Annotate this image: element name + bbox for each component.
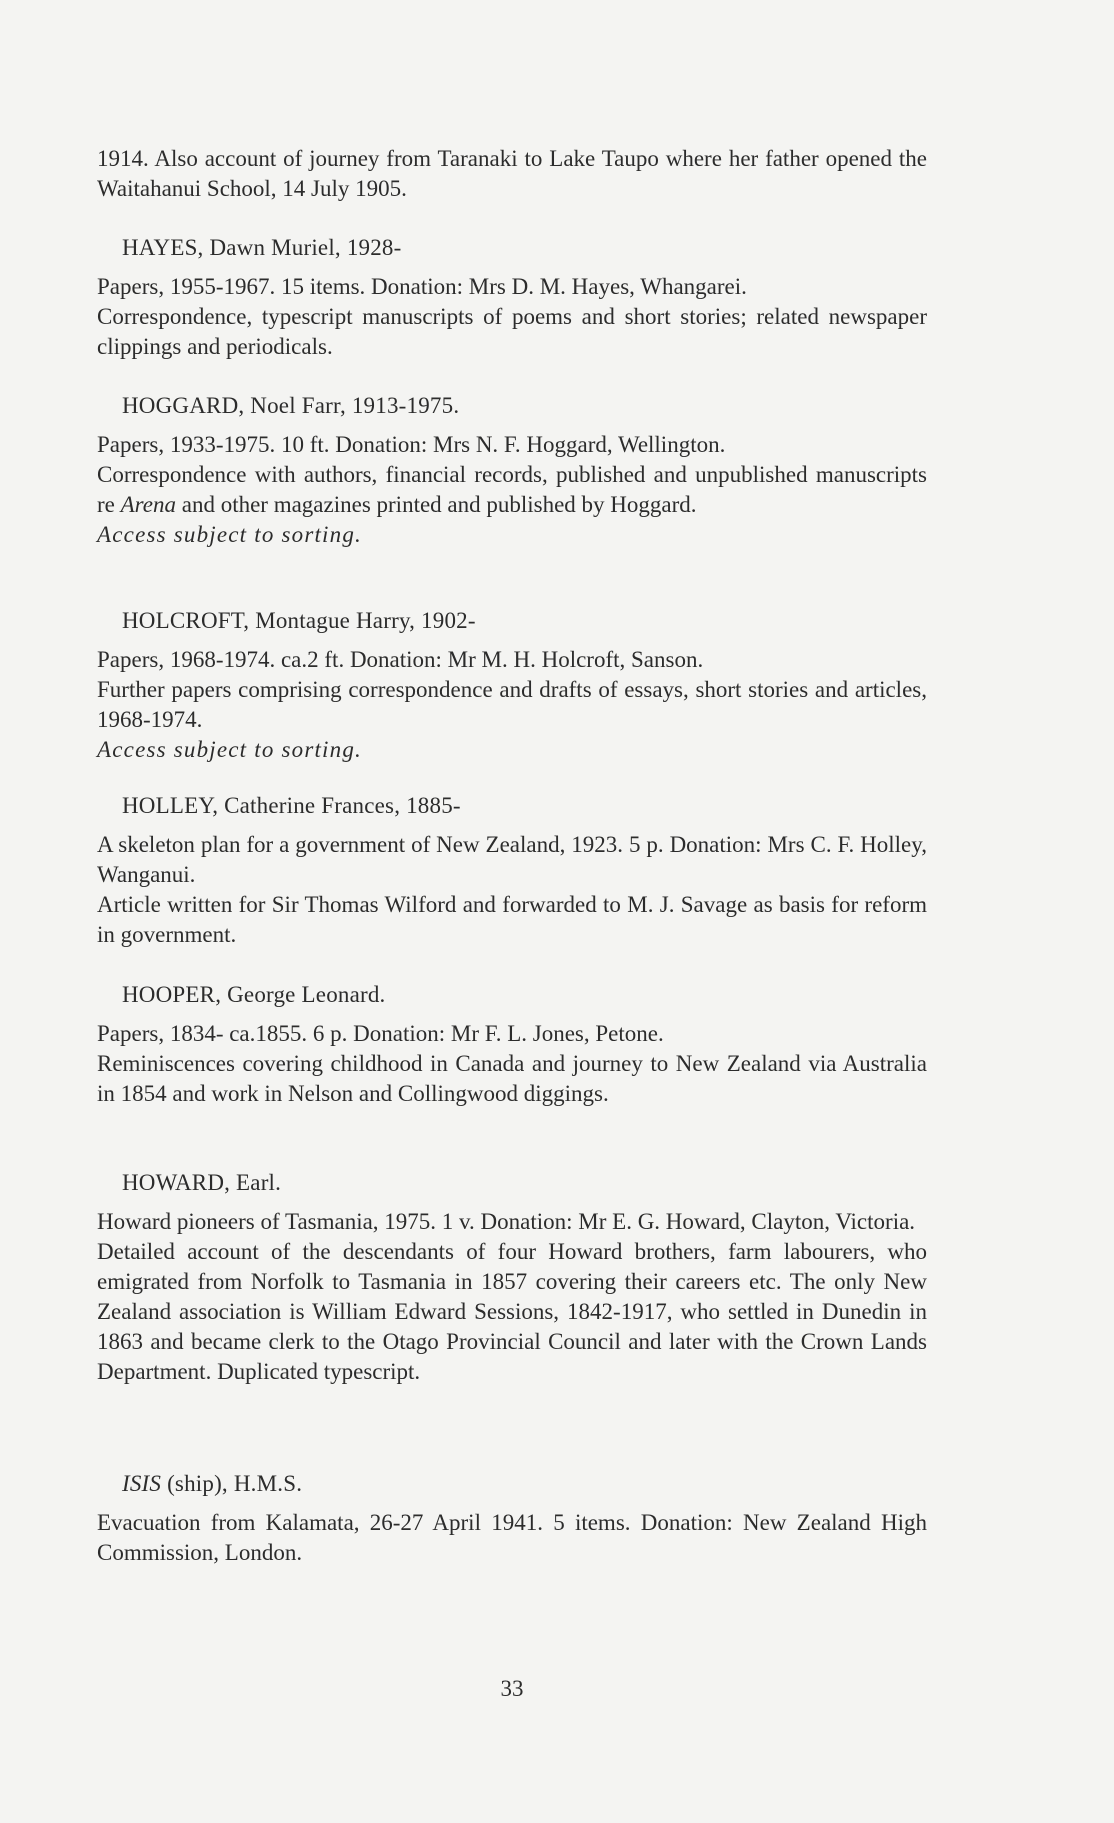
entry-hayes (97, 233, 927, 362)
access-note: Access subject to sorting. (97, 522, 362, 547)
entry-paragraph: A skeleton plan for a government of New Zealand, 1923. 5 p. Donation: Mrs C. F. Holley, Wanganui. (97, 832, 927, 887)
entry-heading: HOLLEY, Catherine Frances, 1885- (122, 793, 461, 818)
entry-heading-rest: (ship), H.M.S. (167, 1471, 303, 1496)
entry-holcroft (97, 606, 927, 765)
entry-holley (97, 791, 927, 950)
periodical-title: Arena (120, 492, 176, 517)
entry-paragraph: Evacuation from Kalamata, 26-27 April 1941. 5 items. Donation: New Zealand High Commission, London. (97, 1510, 927, 1565)
entry-paragraph: Papers, 1968-1974. ca.2 ft. Donation: Mr M. H. Holcroft, Sanson. (97, 647, 704, 672)
entry-heading: HAYES, Dawn Muriel, 1928- (122, 235, 402, 260)
entry-paragraph: Further papers comprising correspondence and drafts of essays, short stories and articles, 1968-1974. (97, 677, 927, 732)
entry-paragraph-text: Correspondence with authors, financial records, published and unpublished manuscripts re (97, 462, 927, 517)
ship-name: ISIS (122, 1471, 162, 1496)
entry-heading (97, 1469, 927, 1499)
entry-heading: HOWARD, Earl. (122, 1170, 282, 1195)
entry-paragraph: Article written for Sir Thomas Wilford and forwarded to M. J. Savage as basis for reform in government. (97, 892, 927, 947)
entry-isis (97, 1469, 927, 1568)
entry-hoggard (97, 391, 927, 550)
continuation-paragraph: 1914. Also account of journey from Taranaki to Lake Taupo where her father opened the Waitahanui School, 14 July 1905. (97, 146, 927, 201)
entry-hooper (97, 980, 927, 1109)
entry-paragraph: Papers, 1834- ca.1855. 6 p. Donation: Mr F. L. Jones, Petone. (97, 1021, 664, 1046)
entry-heading: HOOPER, George Leonard. (122, 982, 386, 1007)
entry-paragraph: Detailed account of the descendants of four Howard brothers, farm labourers, who emigrated from Norfolk to Tasmania in 1857 covering their careers etc. The only New Zealand association is William Edward Sessions, 1842-1917, who settled in Dunedin in 1863 and became clerk to the Otago Provincial Council and later with the Crown Lands Department. Duplicated typescript. (97, 1239, 927, 1384)
entry-paragraph: Papers, 1955-1967. 15 items. Donation: Mrs D. M. Hayes, Whangarei. (97, 274, 747, 299)
entry-paragraph: Papers, 1933-1975. 10 ft. Donation: Mrs N. F. Hoggard, Wellington. (97, 432, 726, 457)
entry-paragraph-text: and other magazines printed and published by Hoggard. (181, 492, 697, 517)
entry-heading: HOGGARD, Noel Farr, 1913-1975. (122, 393, 460, 418)
entry-paragraph: Howard pioneers of Tasmania, 1975. 1 v. Donation: Mr E. G. Howard, Clayton, Victoria. (97, 1209, 916, 1234)
page-number: 33 (500, 1676, 524, 1701)
access-note: Access subject to sorting. (97, 737, 362, 762)
entry-paragraph: Reminiscences covering childhood in Canada and journey to New Zealand via Australia in 1854 and work in Nelson and Collingwood diggings. (97, 1051, 927, 1106)
entry-paragraph (97, 460, 927, 520)
entry-paragraph: Correspondence, typescript manuscripts of poems and short stories; related newspaper clippings and periodicals. (97, 304, 927, 359)
entry-heading: HOLCROFT, Montague Harry, 1902- (122, 608, 476, 633)
entry-howard (97, 1168, 927, 1387)
